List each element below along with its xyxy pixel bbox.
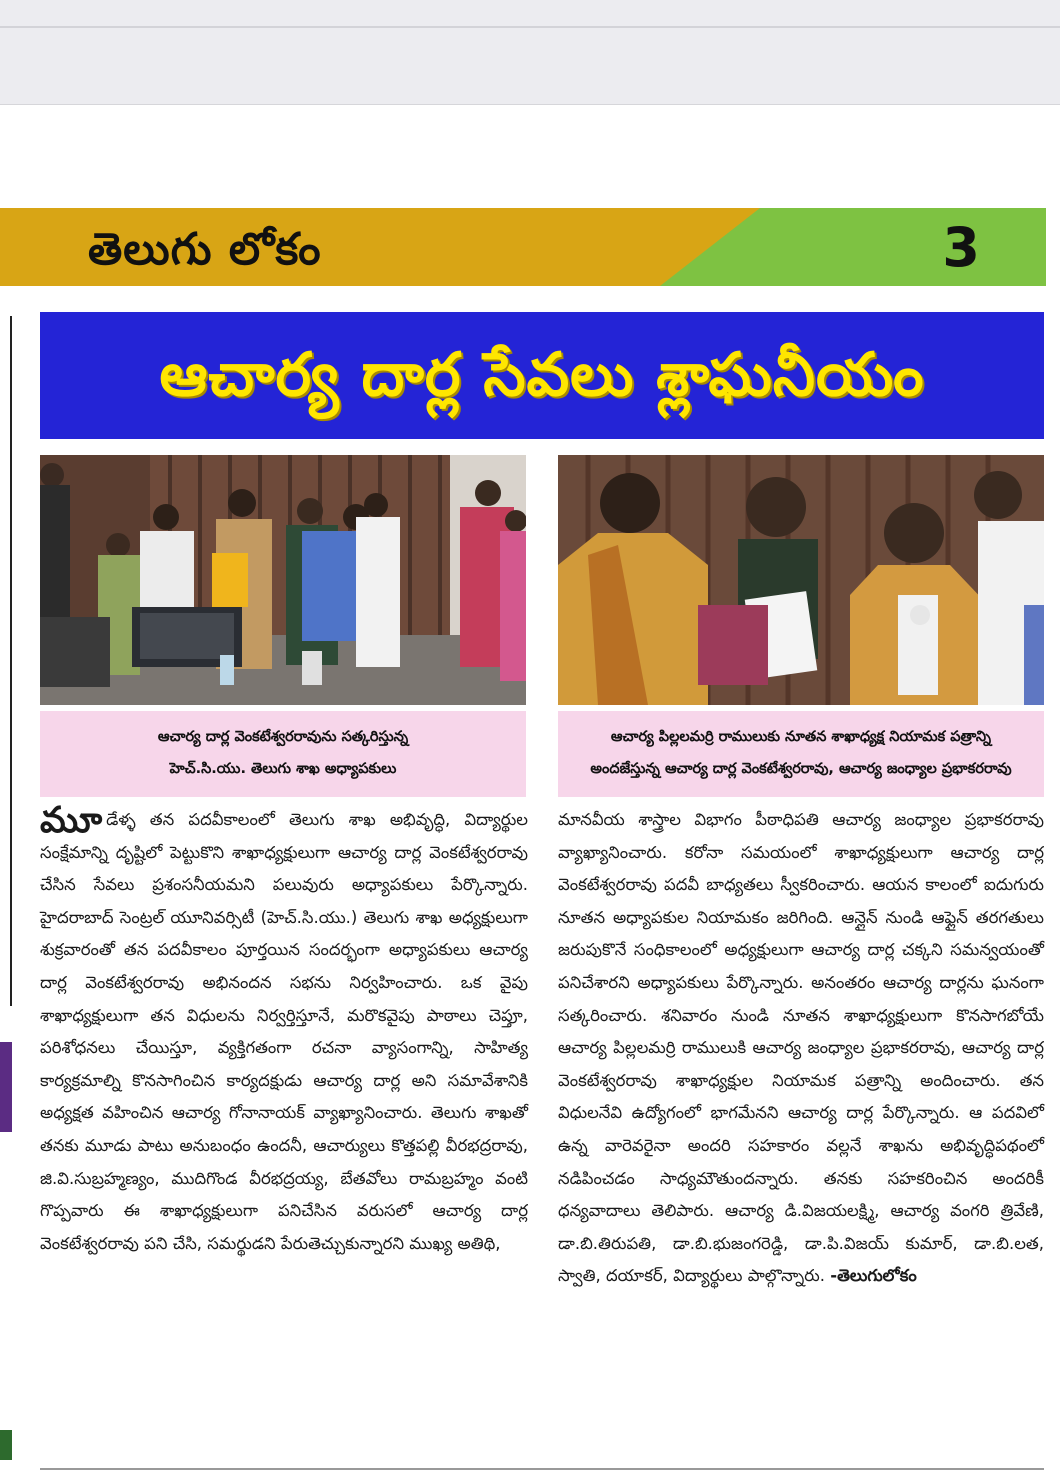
bottom-rule — [40, 1468, 1044, 1470]
article-column-2 — [558, 804, 1044, 1293]
edge-purple-block — [0, 1042, 12, 1132]
article-column-1 — [40, 800, 528, 1260]
article-dropcap: మూ — [40, 800, 103, 841]
edge-border — [0, 316, 12, 1006]
caption-2-line-1: ఆచార్య పిల్లలమర్రి రాములుకు నూతన శాఖాధ్యక్ష నియామక పత్రాన్ని — [610, 729, 992, 745]
article-column-1-text: డేళ్ళ తన పదవీకాలంలో తెలుగు శాఖ అభివృద్ధి, విద్యార్థుల సంక్షేమాన్ని దృష్టిలో పెట్టుకొని శాఖాధ్యక్షులుగా ఆచార్య దార్ల వెంకటేశ్వరరావు చేసిన సేవలు ప్రశంసనీయమని పలువురు అధ్యాపకులు పేర్కొన్నారు. హైదరాబాద్ సెంట్రల్ యూనివర్సిటీ (హెచ్.సి.యు.) తెలుగు శాఖ అధ్యక్షులుగా శుక్రవారంతో తన పదవీకాలం పూర్తయిన సందర్భంగా అధ్యాపకులు ఆచార్య దార్ల వెంకటేశ్వరరావు అభినందన సభను నిర్వహించారు. ఒక వైపు శాఖాధ్యక్షులుగా తన విధులను నిర్వర్తిస్తూనే, మరొకవైపు పాఠాలు చెప్తూ, పరిశోధనలు చేయిస్తూ, వ్యక్తిగతంగా రచనా వ్యాసంగాన్ని, సాహిత్య కార్యక్రమాల్ని కొనసాగించిన కార్యదక్షుడు ఆచార్య దార్ల అని సమావేశానికి అధ్యక్షత వహించిన ఆచార్య గోనానాయక్ వ్యాఖ్యానించారు. తెలుగు శాఖతో తనకు మూడు పాటు అనుబంధం ఉందనీ, ఆచార్యులు కొత్తపల్లి వీరభద్రరావు, జి.వి.సుబ్రహ్మణ్యం, ముదిగొండ వీరభద్రయ్య, బేతవోలు రామబ్రహ్మం వంటి గొప్పవారు ఈ శాఖాధ్యక్షులుగా పనిచేసిన వరుసలో ఆచార్య దార్ల వెంకటేశ్వరరావు పని చేసి, సమర్థుడని పేరుతెచ్చుకున్నారని ముఖ్య అతిథి, — [40, 810, 528, 1253]
photo-appointment-letter — [558, 455, 1044, 705]
photo-caption-2 — [558, 711, 1044, 797]
photo-caption-1 — [40, 711, 526, 797]
browser-top-bar — [0, 0, 1060, 105]
headline: ఆచార్య దార్ల సేవలు శ్లాఘనీయం — [159, 340, 925, 410]
article-column-2-text: మానవీయ శాస్త్రాల విభాగం పీఠాధిపతి ఆచార్య జంధ్యాల ప్రభాకరరావు వ్యాఖ్యానించారు. కరోనా సమయంలో శాఖాధ్యక్షులుగా ఆచార్య దార్ల వెంకటేశ్వరరావు పదవీ బాధ్యతలు స్వీకరించారు. ఆయన కాలంలో ఐదుగురు నూతన అధ్యాపకుల నియామకం జరిగింది. ఆన్లైన్ నుండి ఆఫ్లైన్ తరగతులు జరుపుకొనే సంధికాలంలో అధ్యక్షులుగా ఆచార్య దార్ల చక్కని సమన్వయంతో పనిచేశారని అధ్యాపకులు పేర్కొన్నారు. అనంతరం ఆచార్య దార్లను ఘనంగా సత్కరించారు. శనివారం నుండి నూతన శాఖాధ్యక్షులుగా కొనసాగబోయే ఆచార్య పిల్లలమర్రి రాములుకి ఆచార్య జంధ్యాల ప్రభాకరరావు, ఆచార్య దార్ల వెంకటేశ్వరరావు శాఖాధ్యక్షుల నియామక పత్రాన్ని అందించారు. తన విధులనేవి ఉద్యోగంలో భాగమేనని ఆచార్య దార్ల పేర్కొన్నారు. ఆ పదవిలో ఉన్న వారెవరైనా అందరి సహకారం వల్లనే శాఖను అభివృద్ధిపథంలో నడిపించడం సాధ్యమౌతుందన్నారు. తనకు సహకరించిన అందరికీ ధన్యవాదాలు తెలిపారు. ఆచార్య డి.విజయలక్ష్మి, ఆచార్య వంగరి త్రివేణి, డా.బి.తిరుపతి, డా.బి.భుజంగరెడ్డి, డా.పి.విజయ్ కుమార్, డా.బి.లత, స్వాతి, దయాకర్, విద్యార్థులు పాల్గొన్నారు. — [558, 810, 1044, 1286]
edge-green-block — [0, 1430, 12, 1460]
page-number: 3 — [942, 216, 980, 279]
caption-1-line-2: హెచ్.సి.యు. తెలుగు శాఖ అధ్యాపకులు — [169, 761, 397, 777]
photo-appointment-illustration — [558, 455, 1044, 705]
top-bar-divider — [0, 26, 1060, 28]
photo-felicitation-illustration — [40, 455, 526, 705]
adjacent-page-edge — [0, 300, 12, 1460]
headline-box — [40, 312, 1044, 439]
section-banner — [0, 208, 1046, 286]
photo-felicitation — [40, 455, 526, 705]
caption-1-line-1: ఆచార్య దార్ల వెంకటేశ్వరరావును సత్కరిస్తున్న — [157, 729, 409, 745]
article-byline: -తెలుగులోకం — [830, 1266, 917, 1286]
caption-2-line-2: అందజేస్తున్న ఆచార్య దార్ల వెంకటేశ్వరరావు, ఆచార్య జంధ్యాల ప్రభాకరరావు — [590, 761, 1012, 777]
section-title: తెలుగు లోకం — [88, 224, 322, 275]
